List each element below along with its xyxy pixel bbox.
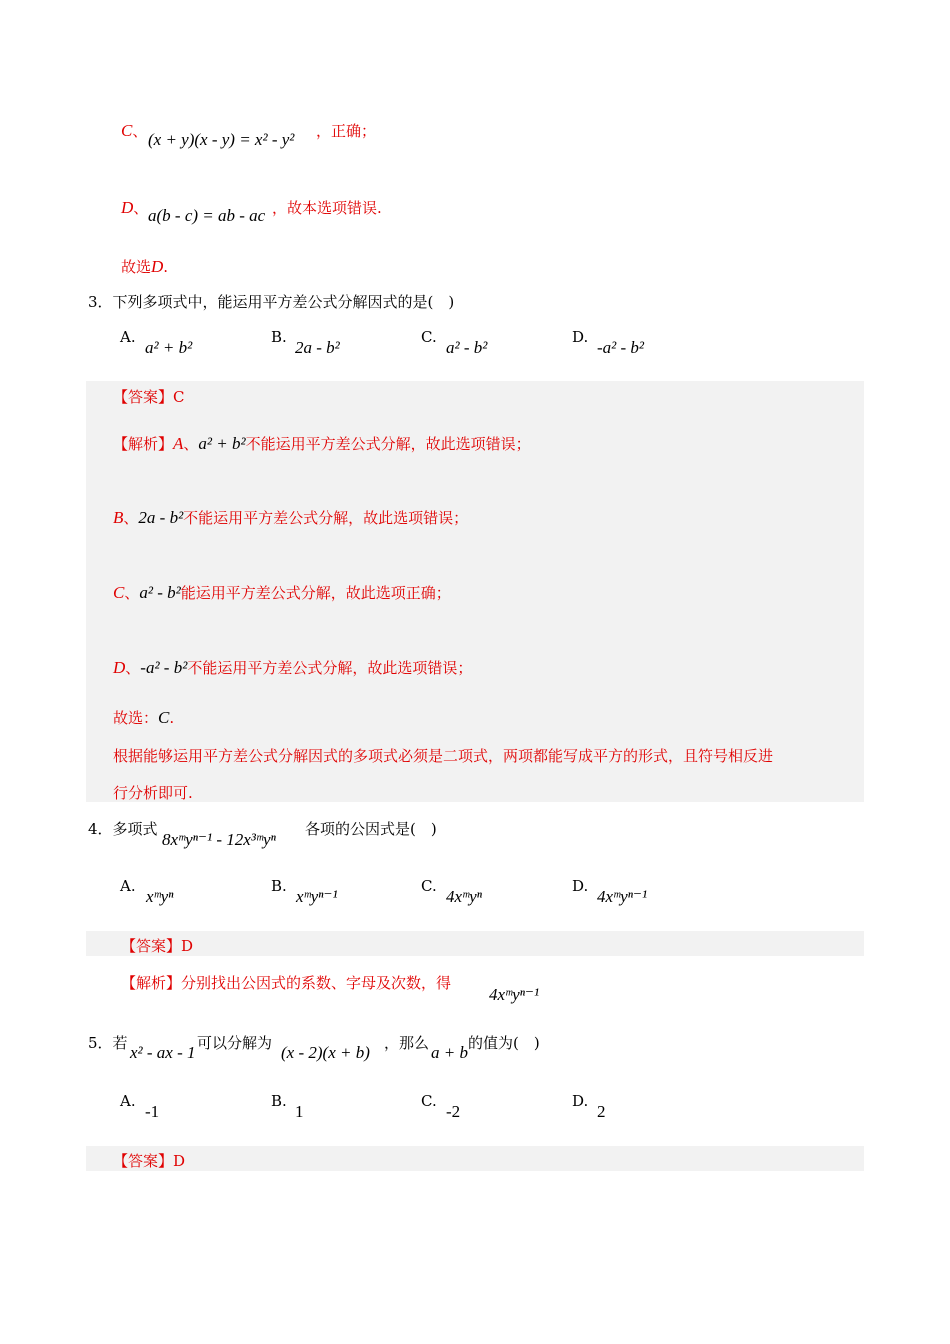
q5-stem-pre: [88, 1032, 128, 1053]
q5-option-c[interactable]: [421, 1092, 437, 1110]
q3-analysis-line-a: [113, 433, 531, 454]
q3-analysis-a-letter: A: [173, 434, 184, 453]
prev-conclusion-math: D: [151, 257, 164, 276]
q3-number: 3．: [88, 293, 113, 311]
prev-c-letter: C: [121, 121, 133, 140]
q4-stem-pre: [88, 818, 158, 839]
q4-option-b-label: B.: [271, 877, 287, 895]
q4-answer-label: 【答案】: [121, 937, 182, 955]
q3-answer-value: C: [173, 388, 185, 406]
q3-option-b-math: 2a - b²: [295, 338, 340, 357]
q3-analysis-c-text: 能运用平方差公式分解，故此选项正确；: [180, 584, 451, 602]
q4-analysis-label: 【解析】: [121, 974, 182, 992]
q4-option-c[interactable]: [421, 877, 437, 895]
q5-stem-math3: a + b: [431, 1043, 468, 1062]
q5-answer-panel: [86, 1146, 864, 1171]
q4-option-a[interactable]: [120, 877, 136, 895]
q4-option-b[interactable]: [271, 877, 287, 895]
q3-analysis-label: 【解析】: [113, 435, 174, 453]
q4-option-d[interactable]: [572, 877, 588, 895]
q5-stem-mid2: ，那么: [384, 1034, 430, 1052]
q4-analysis-text: 分别找出公因式的系数、字母及次数，得: [181, 974, 452, 992]
q5-option-a[interactable]: [120, 1092, 136, 1110]
prev-c-text: ，正确；: [316, 122, 377, 140]
q3-option-c-math: a² - b²: [446, 338, 488, 357]
q3-stem: 下列多项式中，能运用平方差公式分解因式的是( ): [112, 293, 455, 311]
q4-stem-pre-text: 多项式: [112, 820, 158, 838]
q4-answer-value: D: [181, 937, 194, 955]
q3-analysis-d-math: -a² - b²: [140, 658, 188, 677]
q5-option-a-math: -1: [145, 1102, 160, 1121]
q3-analysis-c-math: a² - b²: [139, 583, 181, 602]
q3-option-a-label: A.: [120, 328, 136, 346]
q4-option-b-math: xᵐyⁿ⁻¹: [296, 887, 338, 906]
q5-option-b-label: B.: [271, 1092, 287, 1110]
q4-analysis-math: 4xᵐyⁿ⁻¹: [489, 985, 540, 1004]
q4-option-a-math: xᵐyⁿ: [146, 887, 174, 906]
prev-c-math: (x + y)(x - y) = x² - y²: [148, 130, 295, 149]
q5-option-d[interactable]: [572, 1092, 588, 1110]
prev-d-math: a(b - c) = ab - ac: [148, 206, 266, 225]
q3-conclusion-math: C: [158, 708, 170, 727]
q5-option-b-math: 1: [295, 1102, 304, 1121]
q5-stem-post: 的值为( ): [468, 1034, 540, 1052]
q4-option-c-label: C.: [421, 877, 437, 895]
q4-answer-panel: [86, 931, 864, 956]
q5-stem-pre-text: 若: [112, 1034, 128, 1052]
q3-analysis-d-letter: D: [113, 658, 126, 677]
prev-conclusion-end: .: [163, 258, 169, 276]
q3-analysis-line-b: [113, 507, 468, 528]
q4-analysis: [121, 972, 451, 993]
q3-answer: [113, 386, 185, 407]
prev-conclusion: [121, 256, 168, 277]
q3-analysis-a-sep: 、: [183, 435, 199, 453]
q3-conclusion-text: 故选：: [113, 709, 159, 727]
q3-analysis-b-text: 不能运用平方差公式分解，故此选项错误；: [183, 509, 469, 527]
q3-analysis-b-letter: B: [113, 508, 124, 527]
q3-option-b[interactable]: [271, 328, 287, 346]
q4-number: 4．: [88, 820, 113, 838]
q3-option-b-label: B.: [271, 328, 287, 346]
q3-explain-line2: 行分析即可.: [113, 784, 193, 802]
q3-option-d-math: -a² - b²: [597, 338, 645, 357]
q3-analysis-c-sep: 、: [124, 584, 140, 602]
q5-option-d-label: D.: [572, 1092, 589, 1110]
q3-analysis-c-letter: C: [113, 583, 125, 602]
q5-option-d-math: 2: [597, 1102, 606, 1121]
q4-stem-post: 各项的公因式是( ): [305, 820, 437, 838]
prev-conclusion-text: 故选: [121, 258, 152, 276]
q3-answer-label: 【答案】: [113, 388, 174, 406]
q5-option-a-label: A.: [120, 1092, 136, 1110]
q5-stem-mid: 可以分解为: [197, 1034, 273, 1052]
prev-d-letter: D: [121, 198, 134, 217]
q3-analysis-b-math: 2a - b²: [138, 508, 184, 527]
q3-analysis-d-text: 不能运用平方差公式分解，故此选项错误；: [187, 659, 473, 677]
q3-conclusion: [113, 707, 174, 728]
q5-stem-math1: x² - ax - 1: [130, 1043, 196, 1062]
q3-analysis-b-sep: 、: [123, 509, 139, 527]
q5-option-c-label: C.: [421, 1092, 437, 1110]
q5-answer-value: D: [173, 1152, 186, 1170]
q3-analysis-line-d: [113, 657, 472, 678]
q3-conclusion-end: .: [169, 709, 175, 727]
q5-answer: [113, 1150, 185, 1171]
q4-option-c-math: 4xᵐyⁿ: [446, 887, 483, 906]
q4-option-d-label: D.: [572, 877, 589, 895]
q4-option-a-label: A.: [120, 877, 136, 895]
prev-d-text: ，故本选项错误.: [272, 199, 382, 217]
q3-option-a[interactable]: [120, 328, 136, 346]
q4-option-d-math: 4xᵐyⁿ⁻¹: [597, 887, 648, 906]
q3-analysis-line-c: [113, 582, 451, 603]
q5-answer-label: 【答案】: [113, 1152, 174, 1170]
q5-option-b[interactable]: [271, 1092, 287, 1110]
q3-option-c-label: C.: [421, 328, 437, 346]
q3-option-d[interactable]: [572, 328, 588, 346]
q3-option-c[interactable]: [421, 328, 437, 346]
prev-c-sep: 、: [132, 122, 148, 140]
q4-answer: [121, 935, 193, 956]
q3-option-d-label: D.: [572, 328, 589, 346]
q3-analysis-a-math: a² + b²: [198, 434, 246, 453]
q5-option-c-math: -2: [446, 1102, 461, 1121]
prev-option-c: [121, 120, 147, 141]
q3-stem-line: [88, 291, 454, 312]
prev-d-sep: 、: [133, 199, 149, 217]
prev-option-d: [121, 197, 148, 218]
q5-stem-math2: (x - 2)(x + b): [281, 1043, 370, 1062]
q4-stem-math: 8xᵐyⁿ⁻¹ - 12x³ᵐyⁿ: [162, 830, 276, 849]
q3-explain-line1: 根据能够运用平方差公式分解因式的多项式必须是二项式，两项都能写成平方的形式，且符号相反进: [113, 747, 774, 765]
q3-option-a-math: a² + b²: [145, 338, 193, 357]
q3-analysis-a-text: 不能运用平方差公式分解，故此选项错误；: [245, 435, 531, 453]
q3-analysis-d-sep: 、: [125, 659, 141, 677]
q5-number: 5．: [88, 1034, 113, 1052]
